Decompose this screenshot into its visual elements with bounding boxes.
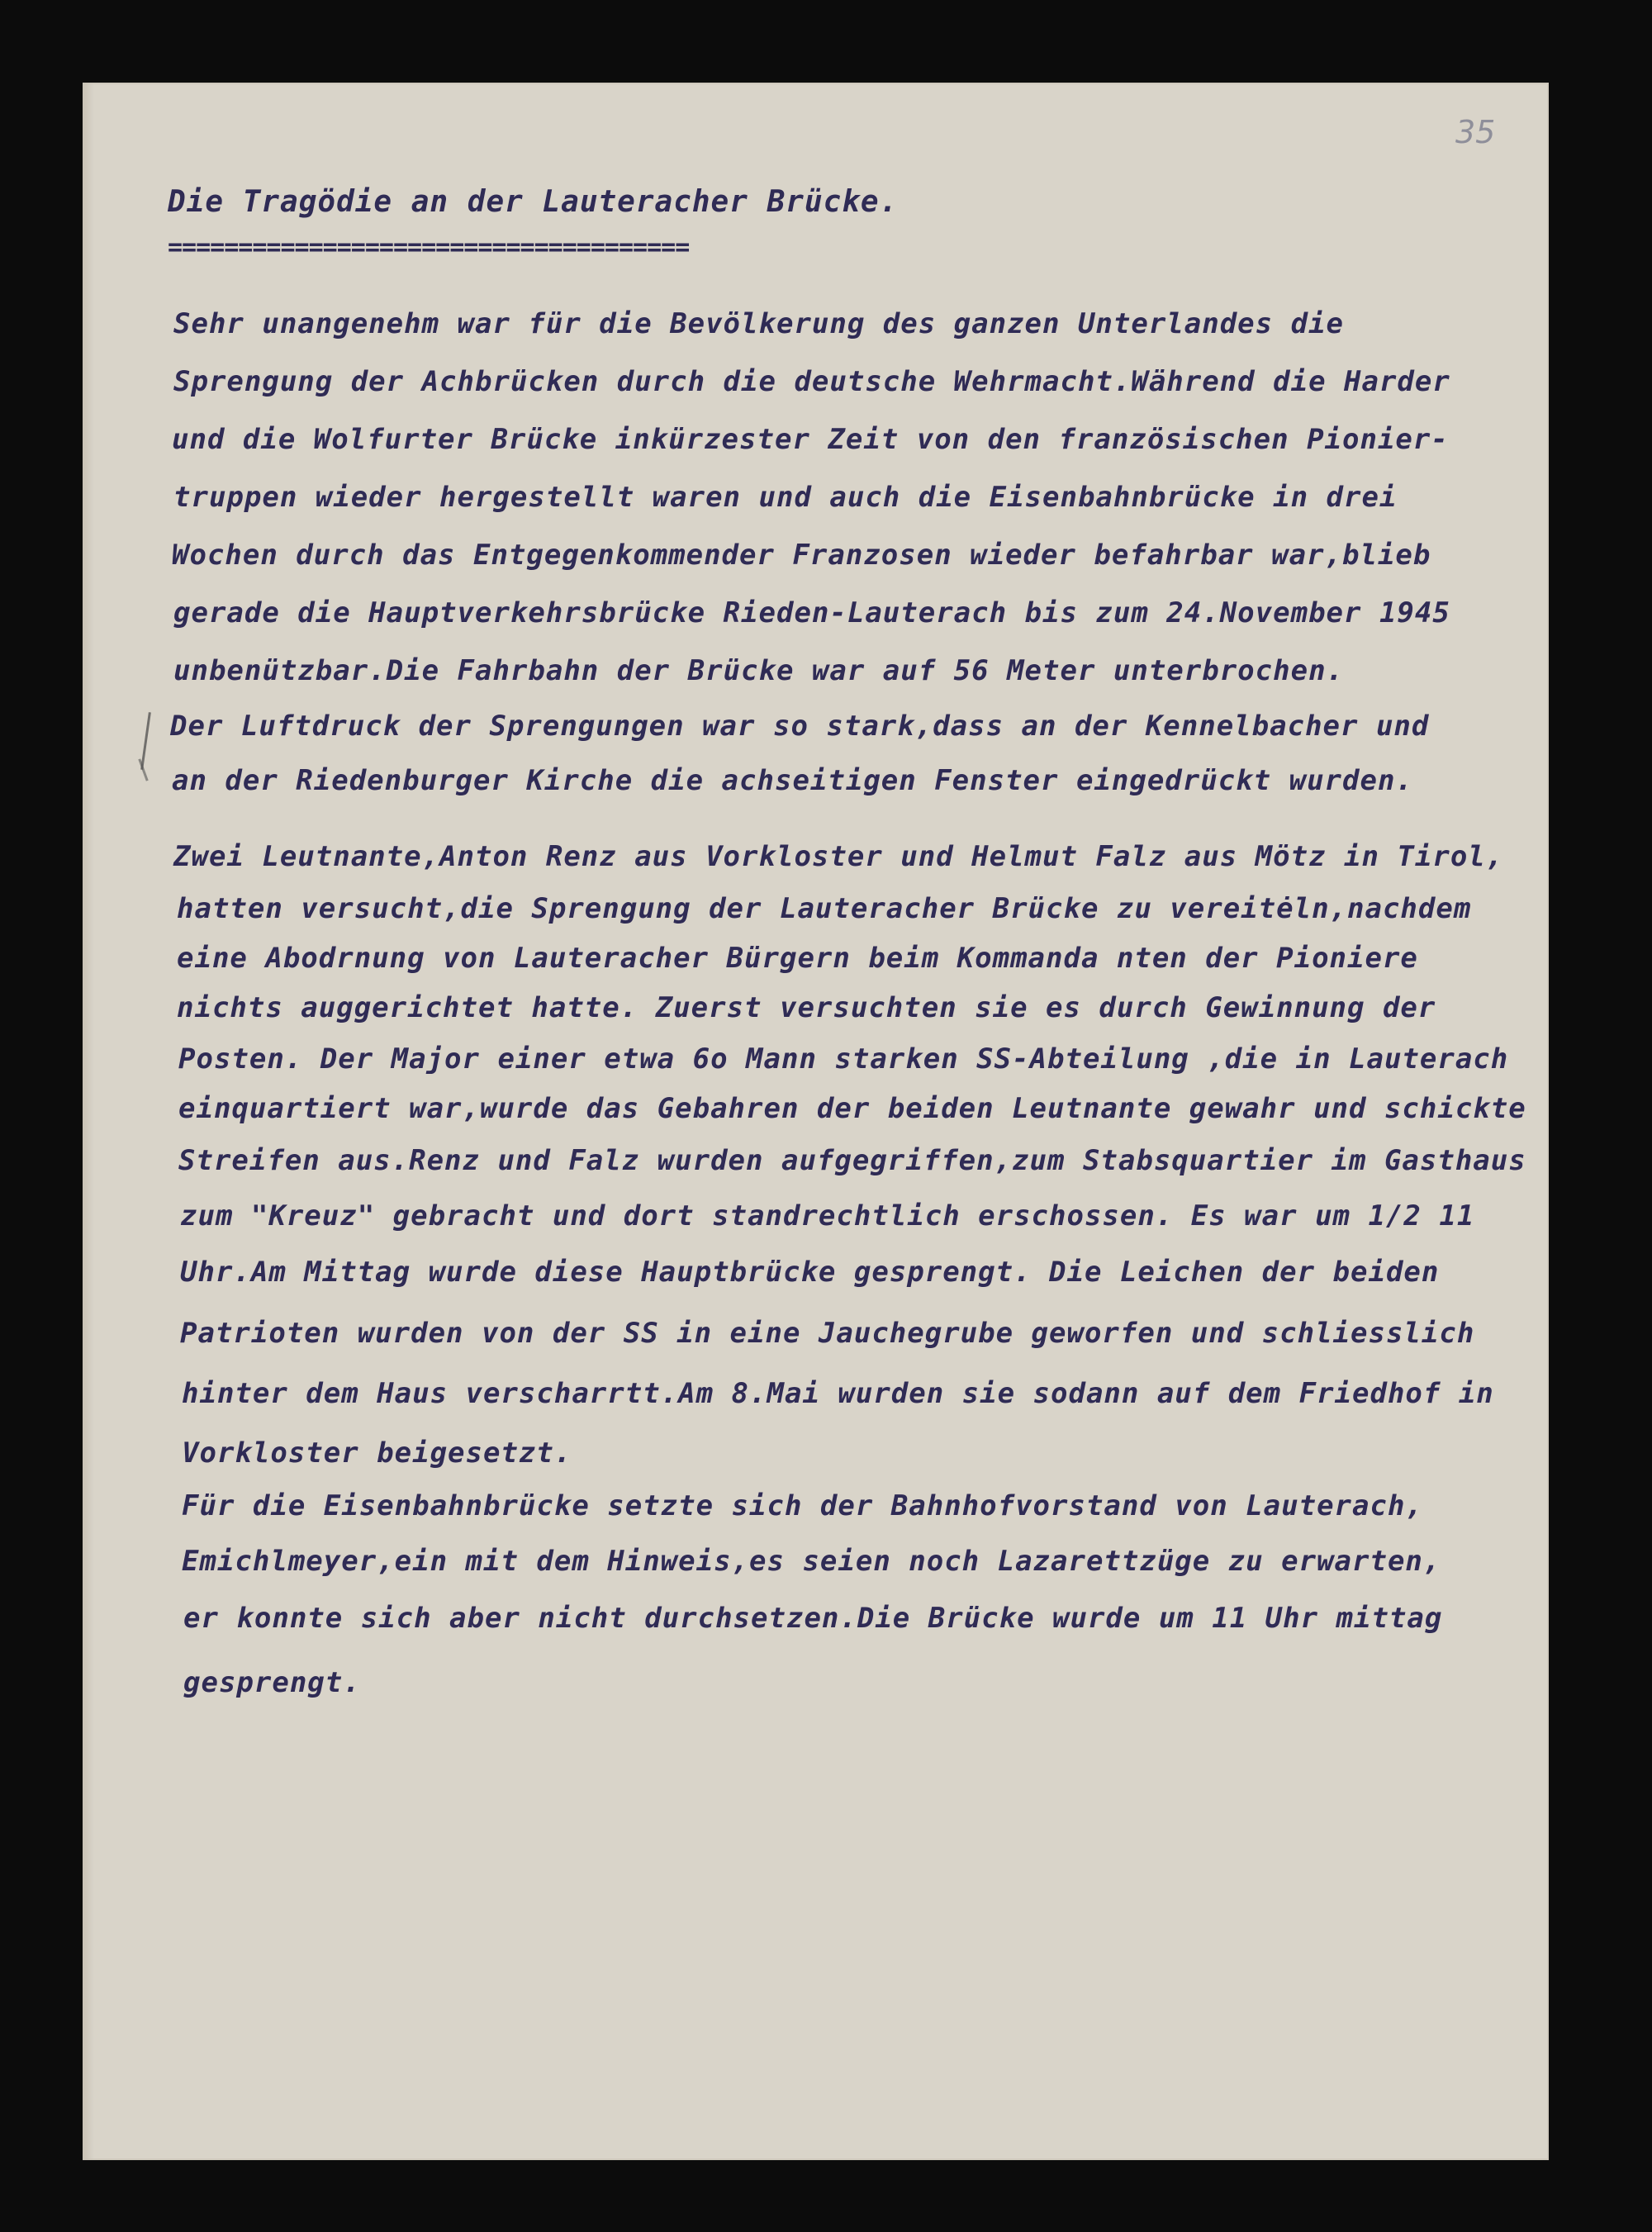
page-number: 35	[1455, 114, 1496, 150]
title-underline: =====================================	[168, 233, 690, 262]
document-title: Die Tragödie an der Lauteracher Brücke.	[168, 185, 899, 219]
text-line: hatten versucht,die Sprengung der Lauteracher Brücke zu vereitėln,nachdem	[177, 892, 1472, 925]
text-line: Patrioten wurden von der SS in eine Jauchegrube geworfen und schliesslich	[180, 1317, 1475, 1350]
text-line: Der Luftdruck der Sprengungen war so stark,dass an der Kennelbacher und	[170, 710, 1430, 743]
text-line: gesprengt.	[183, 1666, 361, 1699]
text-line: und die Wolfurter Brücke inkürzester Zeit von den französischen Pionier-	[172, 423, 1449, 456]
text-line: Wochen durch das Entgegenkommender Franzosen wieder befahrbar war,blieb	[172, 539, 1431, 572]
text-line: einquartiert war,wurde das Gebahren der beiden Leutnante gewahr und schickte	[178, 1092, 1526, 1125]
text-line: Sehr unangenehm war für die Bevölkerung des ganzen Unterlandes die	[173, 307, 1345, 340]
text-line: truppen wieder hergestellt waren und auch die Eisenbahnbrücke in drei	[173, 481, 1398, 514]
text-line: unbenützbar.Die Fahrbahn der Brücke war auf 56 Meter unterbrochen.	[173, 654, 1345, 687]
text-line: Zwei Leutnante,Anton Renz aus Vorkloster und Helmut Falz aus Mötz in Tirol,	[173, 840, 1504, 873]
text-line: hinter dem Haus verscharrtt.Am 8.Mai wurden sie sodann auf dem Friedhof in	[182, 1377, 1494, 1410]
text-line: Posten. Der Major einer etwa 6o Mann starken SS-Abteilung ,die in Lauterach	[178, 1042, 1509, 1076]
text-line: er konnte sich aber nicht durchsetzen.Die Brücke wurde um 11 Uhr mittag	[183, 1602, 1443, 1635]
text-line: zum "Kreuz" gebracht und dort standrechtlich erschossen. Es war um 1/2 11	[180, 1199, 1475, 1232]
text-line: Sprengung der Achbrücken durch die deutsche Wehrmacht.Während die Harder	[173, 365, 1450, 398]
text-line: Emichlmeyer,ein mit dem Hinweis,es seien noch Lazarettzüge zu erwarten,	[182, 1545, 1441, 1578]
text-line: Uhr.Am Mittag wurde diese Hauptbrücke gesprengt. Die Leichen der beiden	[180, 1256, 1440, 1289]
text-line: Vorkloster beigesetzt.	[182, 1437, 572, 1470]
text-line: gerade die Hauptverkehrsbrücke Rieden-Lauterach bis zum 24.November 1945	[173, 596, 1450, 629]
text-line: eine Abodrnung von Lauteracher Bürgern beim Kommanda nten der Pioniere	[177, 942, 1418, 975]
text-line: Streifen aus.Renz und Falz wurden aufgegriffen,zum Stabsquartier im Gasthaus	[178, 1144, 1526, 1177]
text-line: Für die Eisenbahnbrücke setzte sich der Bahnhofvorstand von Lauterach,	[182, 1489, 1423, 1522]
text-line: nichts auggerichtet hatte. Zuerst versuchten sie es durch Gewinnung der	[177, 991, 1436, 1024]
text-line: an der Riedenburger Kirche die achseitigen Fenster eingedrückt wurden.	[172, 764, 1413, 797]
